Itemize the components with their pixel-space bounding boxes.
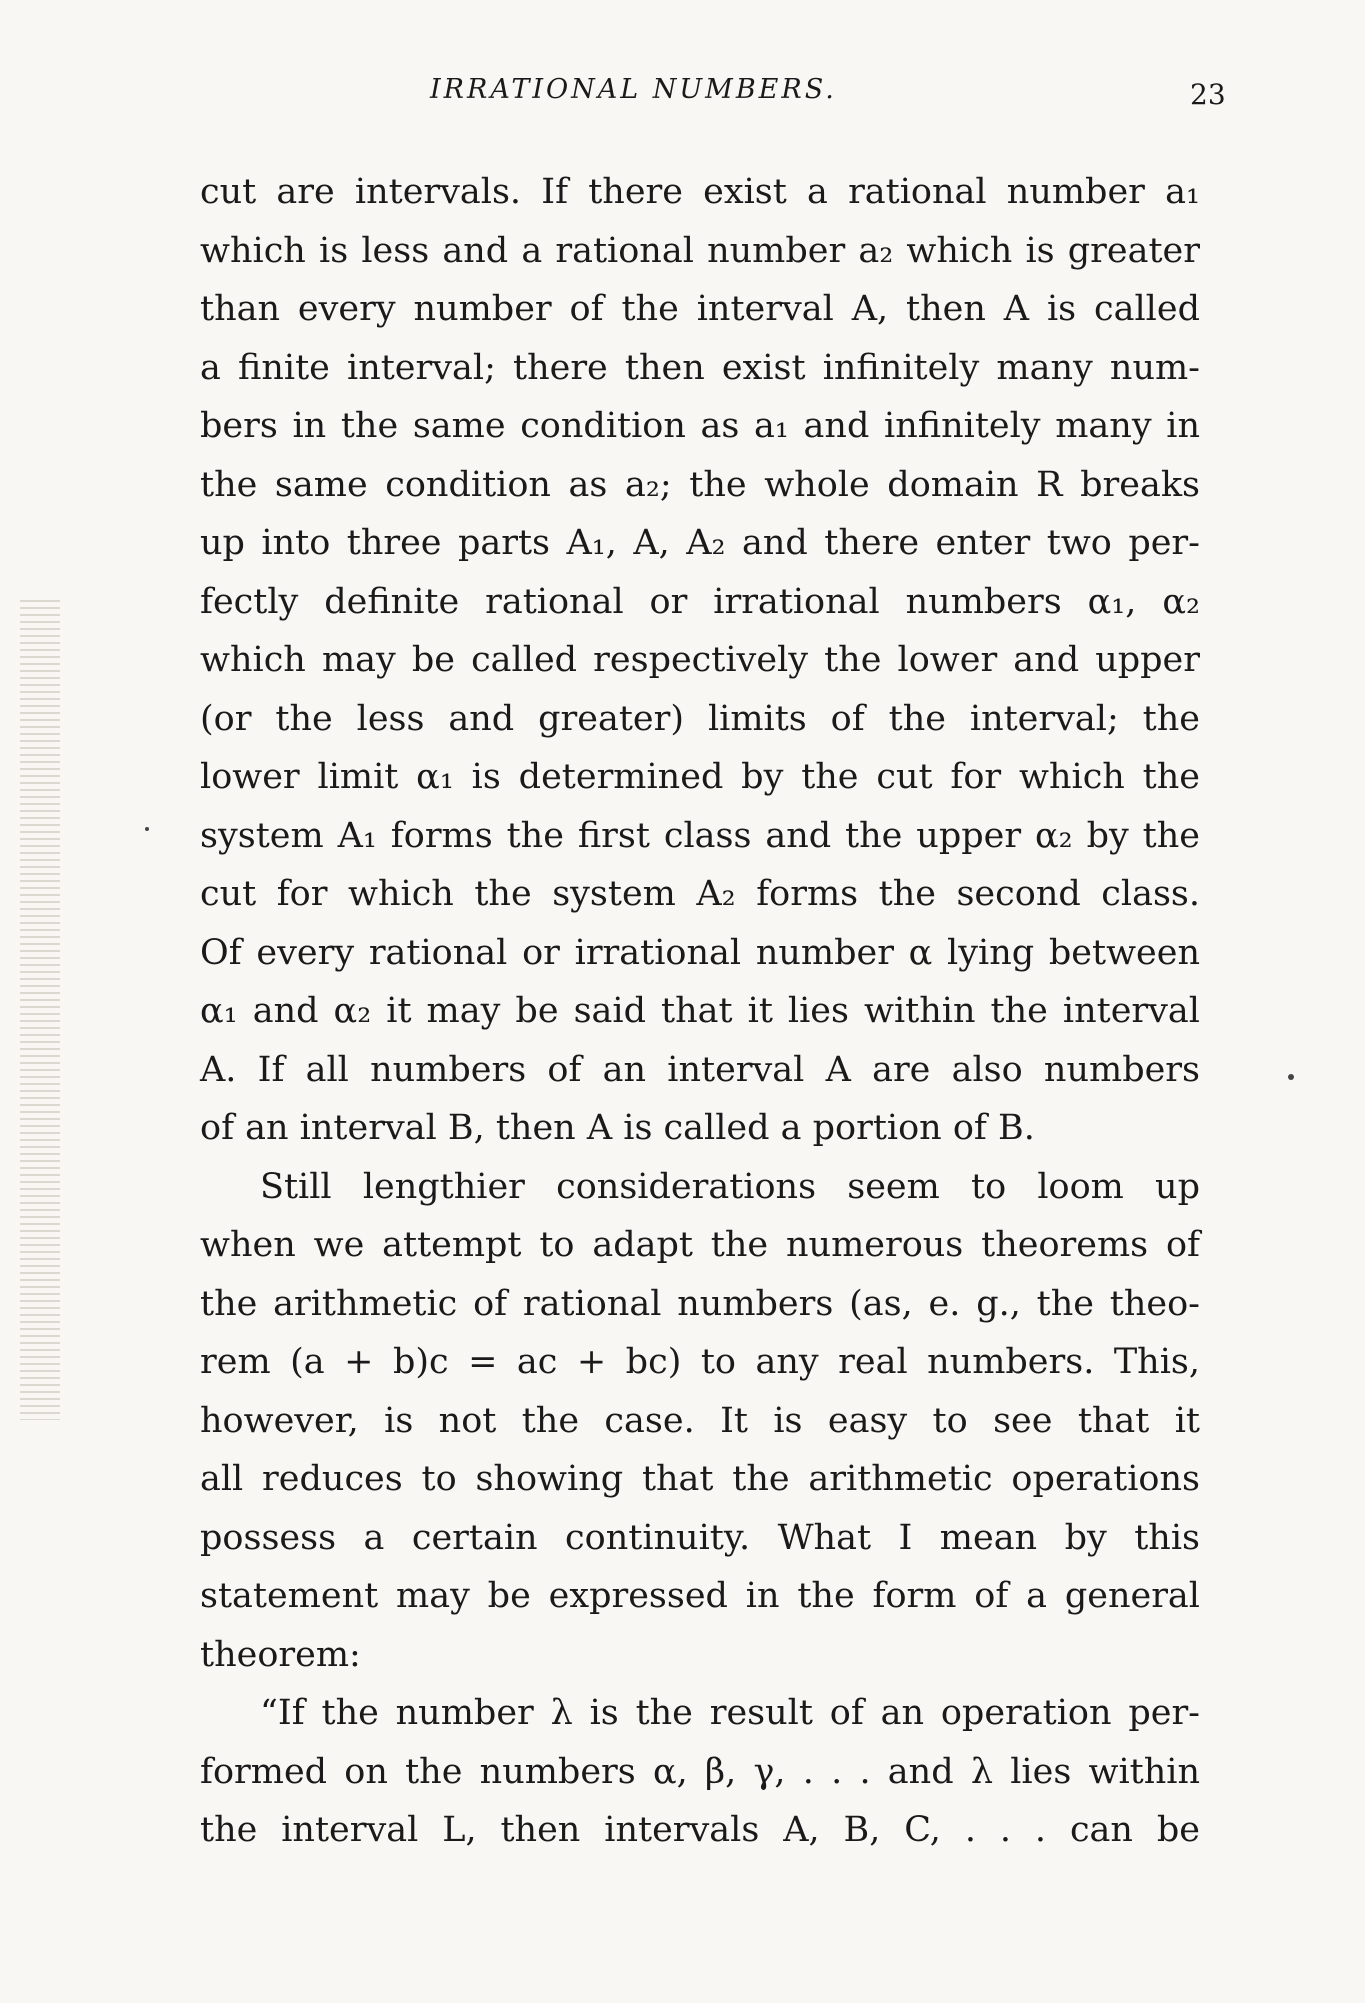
text-line: theorem: <box>200 1634 361 1675</box>
body-text <box>200 163 1200 1860</box>
text-line: Still lengthier considerations seem to loom up <box>260 1166 1200 1207</box>
paragraph-3 <box>200 1684 1200 1860</box>
text-line: the interval L, then intervals A, B, C, . . . can be <box>200 1810 1200 1850</box>
running-header <box>200 62 1226 122</box>
text-line: a finite interval; there then exist infinitely many num- <box>200 347 1200 388</box>
text-line: possess a certain continuity. What I mean by this <box>200 1517 1200 1558</box>
text-line: the arithmetic of rational numbers (as, e. g., the theo- <box>200 1283 1200 1324</box>
paragraph-2 <box>200 1158 1200 1685</box>
text-line: bers in the same condition as a₁ and infinitely many in <box>200 406 1200 446</box>
text-line: A. If all numbers of an interval A are also numbers <box>200 1049 1200 1090</box>
text-line: of an interval B, then A is called a portion of B. <box>200 1108 1035 1148</box>
text-line: statement may be expressed in the form of a general <box>200 1576 1200 1616</box>
text-line: the same condition as a₂; the whole domain R breaks <box>200 464 1200 505</box>
text-line: Of every rational or irrational number α lying between <box>200 932 1200 973</box>
text-line: system A₁ forms the first class and the upper α₂ by the <box>200 815 1200 856</box>
text-line: when we attempt to adapt the numerous theorems of <box>200 1225 1200 1265</box>
text-line: fectly definite rational or irrational numbers α₁, α₂ <box>200 581 1200 622</box>
text-line: (or the less and greater) limits of the interval; the <box>200 698 1200 739</box>
ink-speck <box>145 827 149 831</box>
text-line: which may be called respectively the lower and upper <box>200 640 1200 680</box>
text-line: formed on the numbers α, β, γ, . . . and λ lies within <box>200 1751 1200 1792</box>
text-line: which is less and a rational number a₂ which is greater <box>200 230 1200 271</box>
running-title: IRRATIONAL NUMBERS. <box>430 74 837 105</box>
text-line: however, is not the case. It is easy to see that it <box>200 1400 1200 1441</box>
text-line: all reduces to showing that the arithmetic operations <box>200 1459 1200 1499</box>
text-line: cut for which the system A₂ forms the second class. <box>200 874 1200 914</box>
page-edge-stain <box>20 600 60 1420</box>
text-line: α₁ and α₂ it may be said that it lies within the interval <box>200 991 1200 1031</box>
text-line: cut are intervals. If there exist a rational number a₁ <box>200 172 1200 212</box>
text-line: “If the number λ is the result of an operation per- <box>260 1693 1200 1733</box>
page-number: 23 <box>1190 78 1226 111</box>
text-line: up into three parts A₁, A, A₂ and there enter two per- <box>200 523 1200 563</box>
text-line: rem (a + b)c = ac + bc) to any real numbers. This, <box>200 1342 1200 1382</box>
paragraph-1 <box>200 163 1200 1158</box>
ink-speck <box>1288 1074 1294 1080</box>
text-line: lower limit α₁ is determined by the cut for which the <box>200 757 1200 797</box>
text-line: than every number of the interval A, then A is called <box>200 289 1200 329</box>
